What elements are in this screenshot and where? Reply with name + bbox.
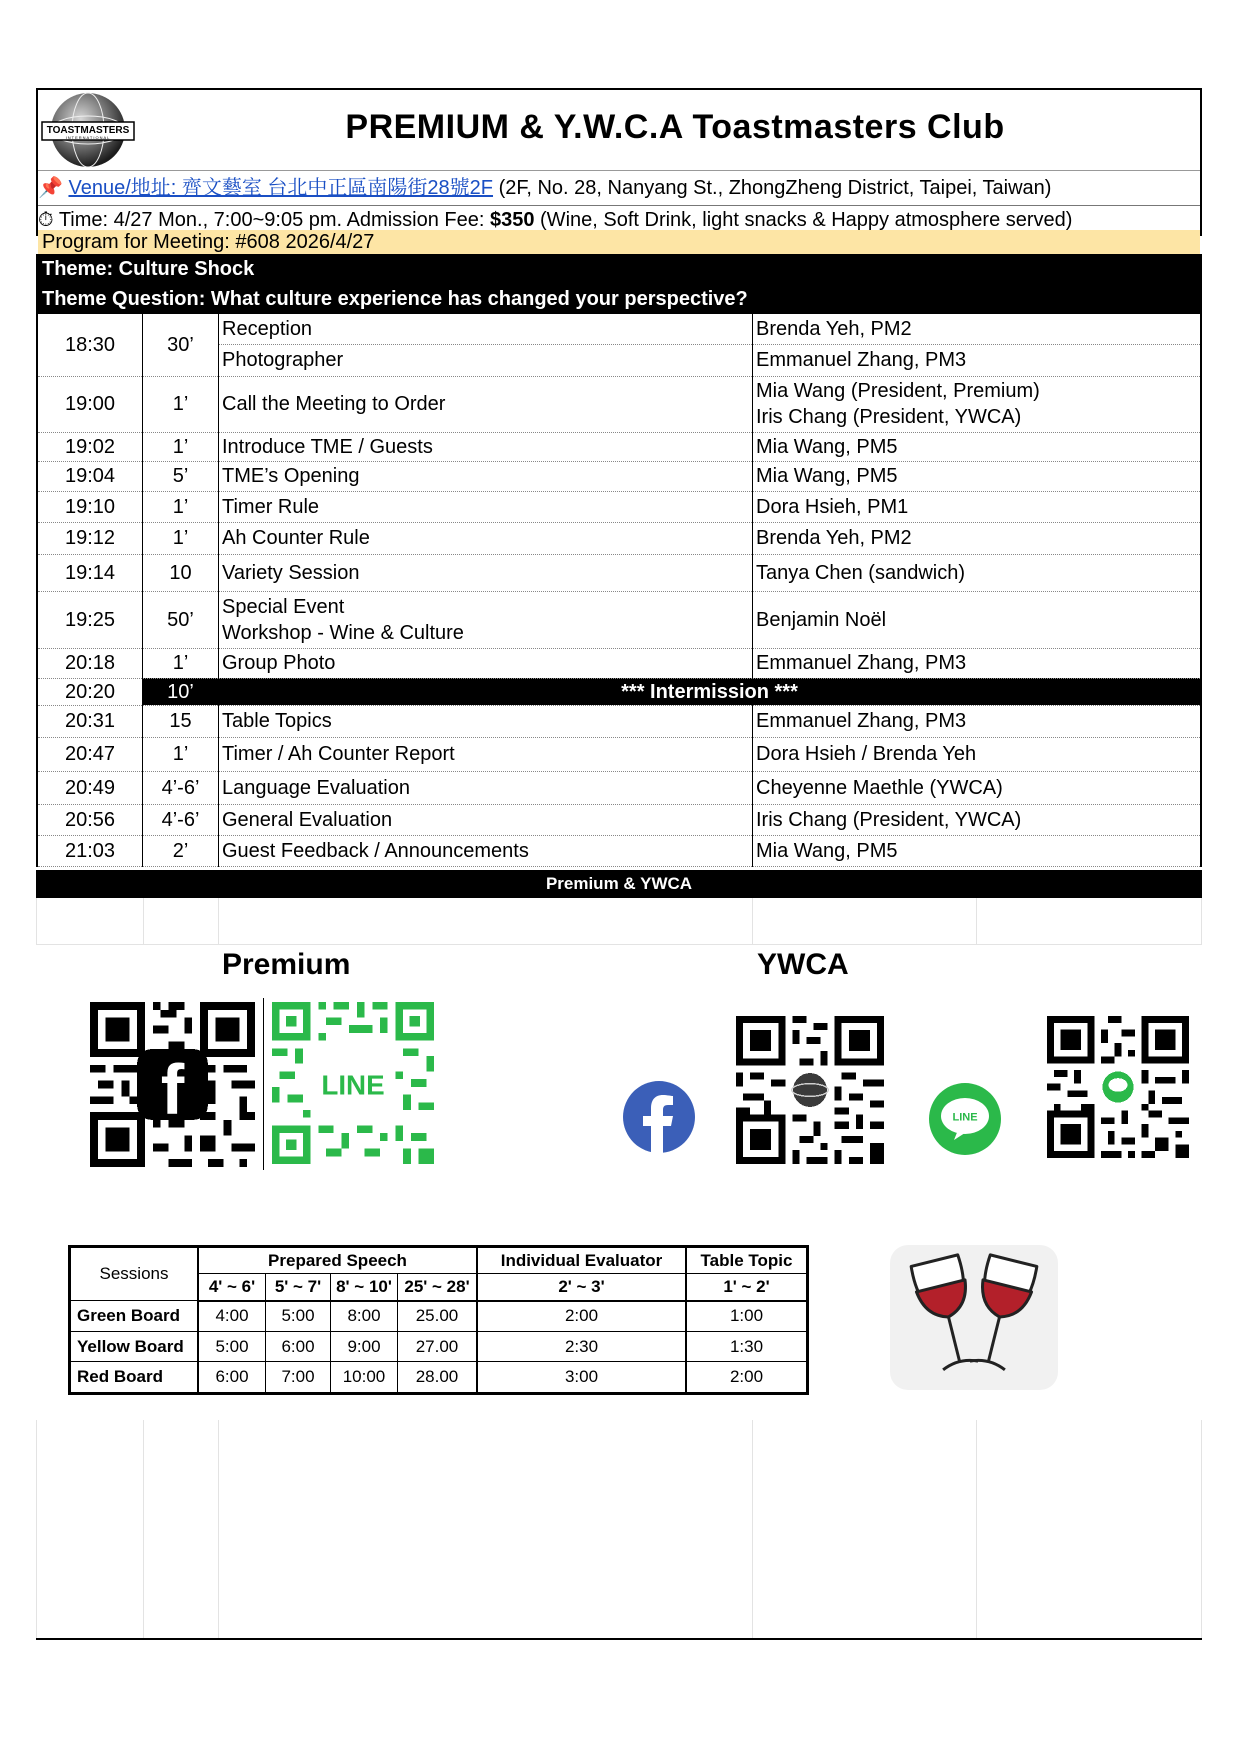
grid-line [143,898,144,944]
agenda-duration: 4’-6’ [143,804,219,835]
agenda-duration: 1’ [143,522,219,554]
grid-line [143,1420,144,1638]
logo-subtext: INTERNATIONAL [65,135,111,140]
pushpin-icon: 📌 [38,177,63,199]
agenda-person: Mia Wang, PM5 [753,432,1202,461]
agenda-time: 20:18 [37,648,143,678]
agenda-time: 19:12 [37,522,143,554]
individual-evaluator-header: Individual Evaluator [477,1247,686,1274]
agenda-role-line: Special Event [222,595,345,618]
agenda-time: 20:47 [37,737,143,771]
timing-value: 4:00 [198,1301,266,1332]
agenda-duration: 10 [143,554,219,591]
agenda-role: Photographer [219,344,753,376]
ywca-title: YWCA [757,948,849,981]
ywca-line-qr[interactable] [1046,1016,1190,1163]
line-label: LINE [321,1069,385,1101]
timing-range: 2' ~ 3' [477,1274,686,1301]
logo-text: TOASTMASTERS [46,125,130,136]
agenda-duration: 10’ [143,678,219,705]
agenda-duration: 1’ [143,648,219,678]
agenda-table [36,314,1202,867]
agenda-time: 19:04 [37,461,143,491]
agenda-role: Introduce TME / Guests [219,432,753,461]
timing-value: 1:30 [686,1332,808,1362]
agenda-time: 19:25 [37,591,143,648]
red-board-label: Red Board [70,1362,199,1394]
timing-range: 25' ~ 28' [398,1274,478,1301]
timing-value: 25.00 [398,1301,478,1332]
agenda-duration: 1’ [143,376,219,432]
agenda-row [37,461,1201,491]
agenda-row [37,804,1201,835]
agenda-role-line: Workshop - Wine & Culture [222,621,464,644]
agenda-row [37,522,1201,554]
agenda-role: Table Topics [219,705,753,737]
agenda-person: Tanya Chen (sandwich) [753,554,1202,591]
ywca-facebook-qr[interactable] [735,1016,885,1169]
grid-line [752,898,753,944]
agenda-time: 20:20 [37,678,143,705]
timing-value: 6:00 [198,1362,266,1394]
timing-value: 3:00 [477,1362,686,1394]
agenda-duration: 50’ [143,591,219,648]
agenda-time: 20:56 [37,804,143,835]
agenda-role: Group Photo [219,648,753,678]
agenda-duration: 5’ [143,461,219,491]
agenda-row [37,554,1201,591]
agenda-role: TME’s Opening [219,461,753,491]
agenda-row [37,737,1201,771]
grid-line [976,898,977,944]
agenda-role: Timer / Ah Counter Report [219,737,753,771]
agenda-row [37,491,1201,522]
agenda-duration: 2’ [143,835,219,866]
wine-glasses-icon [890,1245,1058,1390]
facebook-icon: f [160,1049,185,1129]
venue-row [38,171,1200,206]
time-row [38,206,1200,230]
timing-range: 8' ~ 10' [331,1274,398,1301]
grid-line [218,898,219,944]
agenda-person: Emmanuel Zhang, PM3 [753,344,1202,376]
timing-value: 28.00 [398,1362,478,1394]
agenda-time: 18:30 [37,314,143,376]
footer-bar: Premium & YWCA [36,870,1202,898]
timing-table [68,1245,809,1395]
timing-row [70,1332,808,1362]
grid-line [36,1420,37,1638]
agenda-duration: 15 [143,705,219,737]
agenda-role: Ah Counter Rule [219,522,753,554]
agenda-row [37,314,1201,344]
fee-note: (Wine, Soft Drink, light snacks & Happy atmosphere served) [534,209,1073,230]
admission-fee: $350 [489,209,535,230]
premium-title: Premium [222,948,351,981]
timing-row [70,1301,808,1332]
agenda-person: Mia Wang, PM5 [753,461,1202,491]
agenda-row [37,705,1201,737]
agenda-role: Call the Meeting to Order [219,376,753,432]
agenda-row [37,591,1201,648]
sessions-header: Sessions [70,1247,199,1301]
timing-value: 5:00 [198,1332,266,1362]
agenda-person: Dora Hsieh, PM1 [753,491,1202,522]
agenda-duration: 1’ [143,432,219,461]
agenda-row [37,835,1201,866]
agenda-role: Guest Feedback / Announcements [219,835,753,866]
agenda-duration: 4’-6’ [143,771,219,804]
agenda-person: Emmanuel Zhang, PM3 [753,705,1202,737]
agenda-role: Variety Session [219,554,753,591]
agenda-time: 19:02 [37,432,143,461]
agenda-person: Dora Hsieh / Brenda Yeh [753,737,1202,771]
agenda-role [219,591,753,648]
agenda-person: Mia Wang, PM5 [753,835,1202,866]
agenda-duration: 1’ [143,491,219,522]
agenda-person: Brenda Yeh, PM2 [753,314,1202,344]
grid-line [36,944,1202,945]
agenda-person: Brenda Yeh, PM2 [753,522,1202,554]
agenda-person: Emmanuel Zhang, PM3 [753,648,1202,678]
intermission-label: *** Intermission *** [219,678,1202,705]
timing-value: 2:30 [477,1332,686,1362]
theme-question: Theme Question: What culture experience has changed your perspective? [36,284,1202,314]
timing-value: 5:00 [266,1301,331,1332]
timing-value: 2:00 [686,1362,808,1394]
agenda-time: 20:31 [37,705,143,737]
agenda-time: 20:49 [37,771,143,804]
timing-value: 1:00 [686,1301,808,1332]
green-board-label: Green Board [70,1301,199,1332]
stopwatch-icon: ⏱ [38,209,54,230]
prepared-speech-header: Prepared Speech [198,1247,477,1274]
time-text: Time: 4/27 Mon., 7:00~9:05 pm. Admission Fee: [58,209,490,230]
timing-value: 27.00 [398,1332,478,1362]
venue-link[interactable]: Venue/地址: 齊文藝室 台北中正區南陽街28號2F [68,177,494,199]
premium-facebook-qr[interactable] [90,1002,255,1172]
grid-line [1201,898,1202,944]
program-title: Program for Meeting: #608 2026/4/27 [38,230,1200,254]
timing-value: 2:00 [477,1301,686,1332]
table-topic-header: Table Topic [686,1247,808,1274]
agenda-person: Cheyenne Maethle (YWCA) [753,771,1202,804]
agenda-row [37,376,1201,432]
agenda-role: Timer Rule [219,491,753,522]
timing-range: 1' ~ 2' [686,1274,808,1301]
agenda-role: Language Evaluation [219,771,753,804]
theme: Theme: Culture Shock [36,254,1202,284]
timing-value: 10:00 [331,1362,398,1394]
toastmasters-logo [40,90,136,170]
timing-row [70,1362,808,1394]
timing-range: 5' ~ 7' [266,1274,331,1301]
grid-line [36,898,37,944]
yellow-board-label: Yellow Board [70,1332,199,1362]
timing-range: 4' ~ 6' [198,1274,266,1301]
grid-line [976,1420,977,1638]
line-logo-icon[interactable] [928,1082,1002,1161]
agenda-row [37,648,1201,678]
agenda-time: 21:03 [37,835,143,866]
agenda-time: 19:10 [37,491,143,522]
line-badge-text: LINE [952,1111,978,1124]
agenda-row [37,771,1201,804]
intermission-row [37,678,1201,705]
agenda-row [37,432,1201,461]
agenda-person-line: Mia Wang (President, Premium) [756,380,1040,402]
timing-value: 6:00 [266,1332,331,1362]
facebook-logo-icon[interactable] [622,1080,696,1159]
agenda-person-line: Iris Chang (President, YWCA) [756,406,1022,428]
timing-value: 9:00 [331,1332,398,1362]
agenda-person: Benjamin Noël [753,591,1202,648]
club-title: PREMIUM & Y.W.C.A Toastmasters Club [345,108,1005,146]
agenda-time: 19:00 [37,376,143,432]
venue-address-en: (2F, No. 28, Nanyang St., ZhongZheng District, Taipei, Taiwan) [493,177,1052,199]
agenda-role: Reception [219,314,753,344]
agenda-duration: 1’ [143,737,219,771]
grid-line [1201,1420,1202,1638]
grid-line [218,1420,219,1638]
agenda-duration: 30’ [143,314,219,376]
timing-value: 7:00 [266,1362,331,1394]
qr-divider [263,998,264,1170]
premium-line-qr[interactable] [272,1000,434,1171]
grid-line [752,1420,753,1638]
timing-value: 8:00 [331,1301,398,1332]
agenda-person: Iris Chang (President, YWCA) [753,804,1202,835]
agenda-role: General Evaluation [219,804,753,835]
bottom-rule [36,1638,1202,1640]
agenda-person [753,376,1202,432]
agenda-time: 19:14 [37,554,143,591]
timing-header-row [70,1247,808,1274]
